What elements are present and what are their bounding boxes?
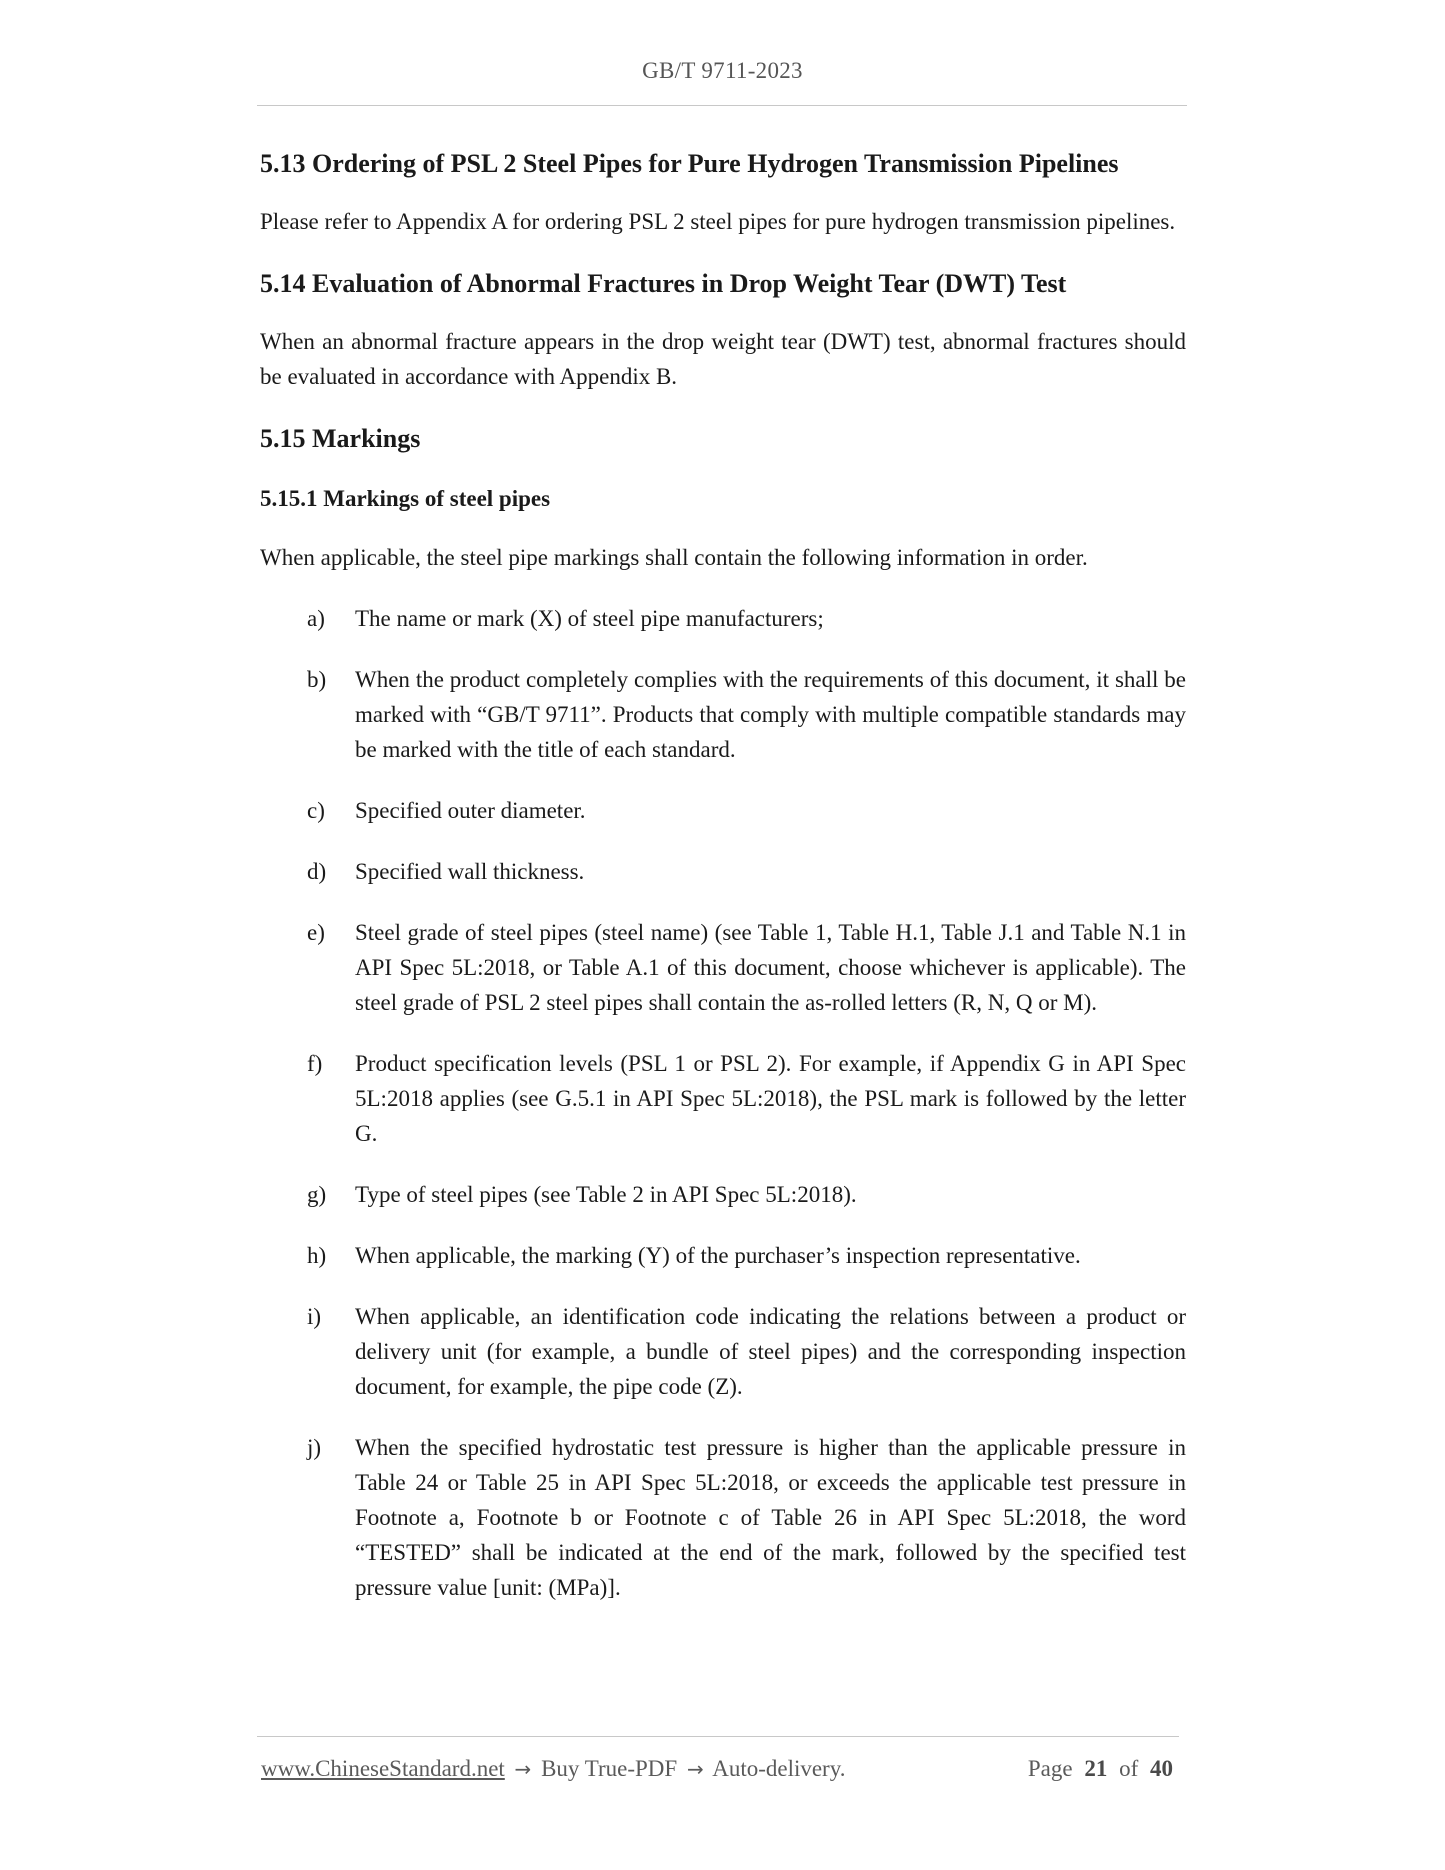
- header-title: GB/T 9711-2023: [642, 58, 803, 83]
- list-marker: h): [307, 1243, 327, 1268]
- list-item: [260, 793, 1186, 828]
- list-item-text: When applicable, an identification code indicating the relations between a product or delivery unit (for example, a bundle of steel pipes) and the corresponding inspection document, for example, the pipe code (Z).: [355, 1304, 1186, 1399]
- list-item-text: The name or mark (X) of steel pipe manufacturers;: [355, 606, 824, 631]
- of-label: of: [1119, 1756, 1139, 1781]
- list-item: [260, 601, 1186, 636]
- page-label: Page: [1027, 1756, 1073, 1781]
- list-item: [260, 1430, 1186, 1605]
- list-marker: a): [307, 606, 325, 631]
- section-5-15-heading: 5.15 Markings: [260, 424, 421, 453]
- list-marker: c): [307, 798, 325, 823]
- section-5-13-heading: 5.13 Ordering of PSL 2 Steel Pipes for Pure Hydrogen Transmission Pipelines: [260, 149, 1119, 178]
- buy-pdf-text: Buy True-PDF: [541, 1756, 678, 1781]
- arrow-right-icon: →: [514, 1757, 532, 1781]
- page-number: 21: [1084, 1756, 1108, 1781]
- list-item: [260, 1177, 1186, 1212]
- page-counter: [1028, 1756, 1179, 1782]
- footer-divider: [257, 1736, 1179, 1737]
- list-marker: i): [307, 1304, 322, 1329]
- arrow-right-icon: →: [686, 1757, 704, 1781]
- list-item-text: Specified wall thickness.: [355, 859, 585, 884]
- list-marker: f): [307, 1051, 323, 1076]
- list-item: [260, 1046, 1186, 1151]
- section-5-15-1-heading: 5.15.1 Markings of steel pipes: [260, 486, 551, 511]
- list-item: [260, 1238, 1186, 1273]
- list-item: [260, 854, 1186, 889]
- list-item-text: When the specified hydrostatic test pressure is higher than the applicable pressure in Table 24 or Table 25 in API Spec 5L:2018, or exceeds the applicable test pressure in Footnote a, Footnote b or Footnote c of Table 26 in API Spec 5L:2018, the word “TESTED” shall be indicated at the end of the mark, followed by the specified test pressure value [unit: (MPa)].: [355, 1435, 1186, 1600]
- list-item: [260, 662, 1186, 767]
- list-marker: j): [307, 1435, 322, 1460]
- page-footer: [261, 1756, 1179, 1790]
- auto-delivery-text: Auto-delivery.: [712, 1756, 846, 1781]
- section-5-15-1-intro: When applicable, the steel pipe markings shall contain the following information in order.: [260, 545, 1088, 570]
- list-marker: e): [307, 920, 325, 945]
- footer-promo: [261, 1756, 845, 1782]
- list-item-text: Specified outer diameter.: [355, 798, 586, 823]
- list-marker: d): [307, 859, 327, 884]
- list-item-text: When the product completely complies with the requirements of this document, it shall be marked with “GB/T 9711”. Products that comply with multiple compatible standards may be marked with the title of each standard.: [355, 667, 1186, 762]
- main-content: [260, 140, 1186, 1631]
- website-link[interactable]: www.ChineseStandard.net: [261, 1756, 505, 1781]
- list-item: [260, 1299, 1186, 1404]
- list-marker: g): [307, 1182, 327, 1207]
- list-marker: b): [307, 667, 327, 692]
- list-item: [260, 915, 1186, 1020]
- page-total: 40: [1150, 1756, 1173, 1781]
- list-item-text: Product specification levels (PSL 1 or PSL 2). For example, if Appendix G in API Spec 5L:2018 applies (see G.5.1 in API Spec 5L:2018), the PSL mark is followed by the letter G.: [355, 1051, 1186, 1146]
- list-item-text: Type of steel pipes (see Table 2 in API Spec 5L:2018).: [355, 1182, 857, 1207]
- header-divider: [257, 105, 1187, 106]
- list-item-text: Steel grade of steel pipes (steel name) (see Table 1, Table H.1, Table J.1 and Table N.1 in API Spec 5L:2018, or Table A.1 of this document, choose whichever is applicable). The steel grade of PSL 2 steel pipes shall contain the as-rolled letters (R, N, Q or M).: [355, 920, 1186, 1015]
- list-item-text: When applicable, the marking (Y) of the purchaser’s inspection representative.: [355, 1243, 1081, 1268]
- section-5-13-paragraph: Please refer to Appendix A for ordering PSL 2 steel pipes for pure hydrogen transmission pipelines.: [260, 209, 1176, 234]
- section-5-14-heading: 5.14 Evaluation of Abnormal Fractures in Drop Weight Tear (DWT) Test: [260, 269, 1067, 298]
- marking-items-list: [260, 601, 1186, 1605]
- section-5-14-paragraph: When an abnormal fracture appears in the drop weight tear (DWT) test, abnormal fractures should be evaluated in accordance with Appendix B.: [260, 329, 1186, 389]
